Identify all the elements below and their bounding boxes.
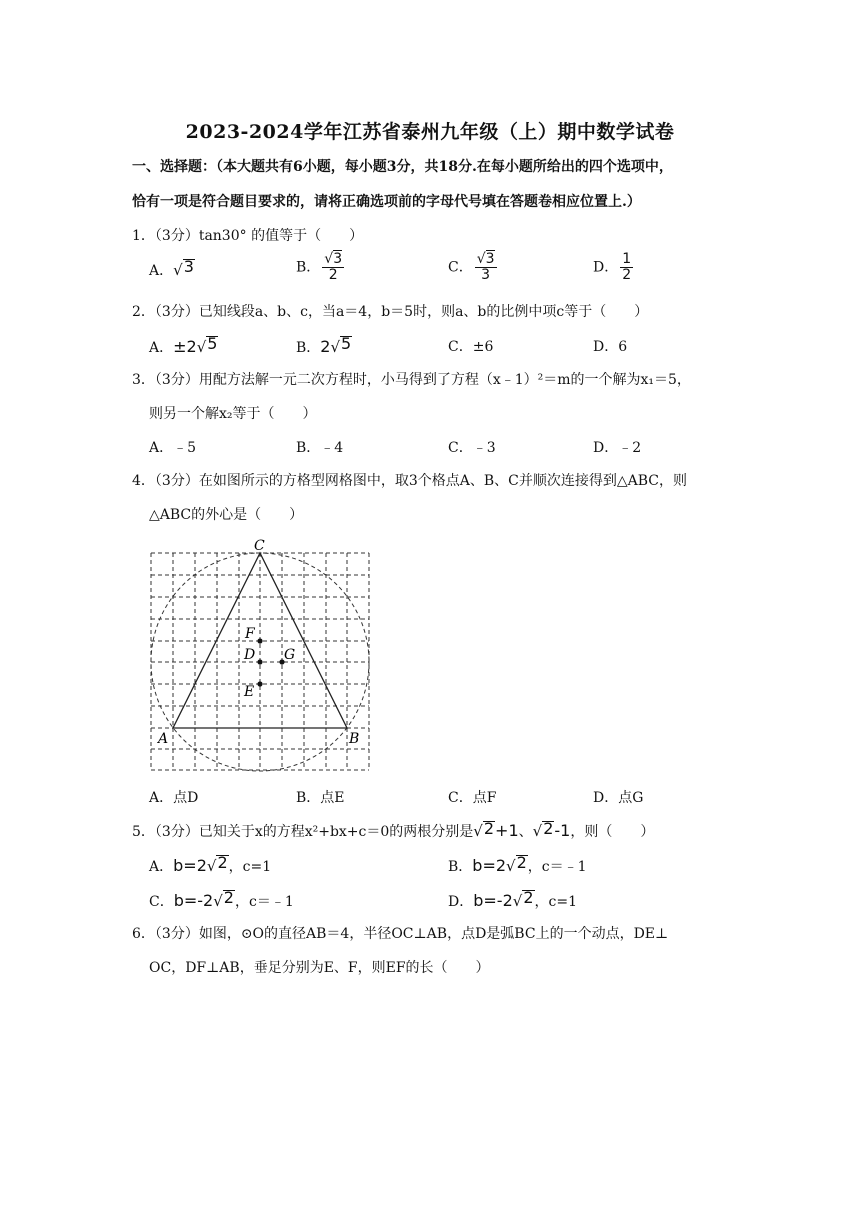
option-label: B． bbox=[296, 340, 321, 356]
q2-option-b bbox=[296, 336, 352, 359]
b-value: b=-2 bbox=[173, 891, 214, 910]
question-6-stem-line1: 6．（3分）如图，⊙O的直径AB＝4，半径OC⊥AB，点D是弧BC上的一个动点，DE⊥ bbox=[132, 926, 669, 942]
q5-option-b bbox=[448, 855, 587, 878]
sqrt-expression: √ 2 bbox=[206, 853, 228, 875]
question-5-stem bbox=[132, 821, 654, 842]
c-value: ，c＝﹣1 bbox=[234, 894, 294, 910]
radicand: 2 bbox=[516, 853, 527, 872]
root-tail: -1 bbox=[554, 821, 571, 840]
numerator: 3 bbox=[333, 251, 343, 267]
fraction bbox=[620, 252, 633, 283]
option-label: A． bbox=[149, 263, 174, 279]
c-value: ，c＝﹣1 bbox=[527, 859, 587, 875]
q4-option-b: B．点E bbox=[296, 790, 345, 806]
question-1-stem: 1．（3分）tan30° 的值等于（ ） bbox=[132, 228, 364, 244]
label-a: A bbox=[158, 731, 169, 747]
sqrt-expression: √ 2 bbox=[473, 819, 495, 840]
q3-option-b: B．﹣4 bbox=[296, 440, 344, 456]
q2-option-d: D．6 bbox=[593, 339, 628, 355]
question-2-stem: 2．（3分）已知线段a、b、c，当a＝4，b＝5时，则a、b的比例中项c等于（ ） bbox=[132, 304, 649, 320]
label-c: C bbox=[254, 538, 265, 554]
point-f-dot bbox=[257, 638, 262, 643]
sqrt-expression: √ 5 bbox=[330, 334, 352, 356]
q3-option-d: D．﹣2 bbox=[593, 440, 642, 456]
b-value: b=2 bbox=[173, 856, 207, 875]
q4-option-c: C．点F bbox=[448, 790, 497, 806]
radicand: 2 bbox=[543, 819, 554, 838]
point-e-dot bbox=[257, 681, 262, 686]
q2-option-a bbox=[149, 336, 218, 359]
option-label: D． bbox=[593, 259, 619, 276]
q1-option-d bbox=[593, 252, 633, 283]
sqrt-expression: √ 2 bbox=[213, 888, 234, 910]
coefficient: 2 bbox=[320, 337, 331, 356]
q5-option-c bbox=[149, 890, 294, 913]
c-value: ，c=1 bbox=[534, 894, 577, 910]
radicand: 3 bbox=[183, 257, 194, 276]
fraction: $\frac{√3}{2}$ bbox=[324, 251, 343, 283]
numerator: 3 bbox=[485, 251, 495, 267]
radicand: 2 bbox=[223, 888, 234, 907]
denominator: 2 bbox=[328, 267, 338, 283]
option-label: B． bbox=[296, 259, 321, 276]
section-instructions-line1: 一、选择题：（本大题共有6小题，每小题3分，共18分.在每小题所给出的四个选项中， bbox=[132, 159, 673, 175]
sqrt-expression: √ 2 bbox=[506, 853, 527, 875]
sqrt-expression: √ 2 bbox=[532, 819, 554, 840]
q5-option-d bbox=[448, 890, 577, 913]
q3-option-c: C．﹣3 bbox=[448, 440, 496, 456]
denominator: 3 bbox=[481, 267, 491, 283]
coefficient: ±2 bbox=[173, 337, 197, 356]
option-label: B． bbox=[448, 859, 473, 875]
radicand: 2 bbox=[523, 888, 534, 907]
q1-option-c bbox=[448, 252, 497, 283]
question-3-stem-line2: 则另一个解x₂等于（ ） bbox=[149, 406, 317, 422]
q2-option-c: C．±6 bbox=[448, 339, 494, 355]
b-value: b=2 bbox=[472, 856, 507, 875]
numerator: 1 bbox=[622, 251, 632, 267]
section-instructions-line2: 恰有一项是符合题目要求的，请将正确选项前的字母代号填在答题卷相应位置上.） bbox=[132, 194, 641, 210]
question-6-stem-line2: OC，DF⊥AB，垂足分别为E、F，则EF的长（ ） bbox=[149, 960, 490, 976]
option-label: A． bbox=[149, 340, 174, 356]
radicand: 2 bbox=[217, 853, 228, 872]
q3-option-a: A．﹣5 bbox=[149, 440, 197, 456]
denominator: 2 bbox=[622, 267, 632, 283]
option-label: A． bbox=[149, 859, 174, 875]
option-label: C． bbox=[448, 259, 473, 276]
label-e: E bbox=[244, 684, 255, 700]
c-value: ，c=1 bbox=[228, 859, 272, 875]
option-label: D． bbox=[448, 894, 474, 910]
radicand: 5 bbox=[341, 334, 352, 353]
q5-option-a bbox=[149, 855, 271, 878]
sqrt-expression: √ 5 bbox=[196, 334, 218, 356]
option-label: C． bbox=[149, 894, 174, 910]
root-tail: +1 bbox=[495, 821, 519, 840]
question-4-stem-line2: △ABC的外心是（ ） bbox=[149, 507, 304, 523]
label-g: G bbox=[284, 647, 296, 663]
label-d: D bbox=[244, 647, 256, 663]
b-value: b=-2 bbox=[473, 891, 513, 910]
question-4-stem-line1: 4．（3分）在如图所示的方格型网格图中，取3个格点A、B、C并顺次连接得到△ABC，则 bbox=[132, 473, 687, 489]
sqrt-expression: √ 3 bbox=[173, 257, 194, 279]
stem-text: 5．（3分）已知关于x的方程x²+bx+c＝0的两根分别是 bbox=[132, 824, 474, 840]
point-d-dot bbox=[257, 659, 262, 664]
q1-option-b bbox=[296, 252, 344, 283]
q4-option-a: A．点D bbox=[149, 790, 199, 806]
q4-option-d: D．点G bbox=[593, 790, 644, 806]
sqrt-expression: √ 2 bbox=[512, 888, 534, 910]
label-f: F bbox=[245, 626, 255, 642]
radicand: 2 bbox=[483, 819, 495, 838]
radicand: 5 bbox=[207, 334, 218, 353]
separator: 、 bbox=[518, 824, 533, 840]
page-title: 2023-2024学年江苏省泰州九年级（上）期中数学试卷 bbox=[185, 121, 675, 143]
grid-triangle-figure bbox=[140, 535, 380, 780]
q1-option-a bbox=[149, 259, 195, 282]
fraction: $\frac{√3}{3}$ bbox=[476, 251, 495, 283]
stem-text: ，则（ ） bbox=[570, 824, 655, 840]
question-3-stem-line1: 3．（3分）用配方法解一元二次方程时，小马得到了方程（x﹣1）²＝m的一个解为x₁＝5， bbox=[132, 372, 691, 388]
label-b: B bbox=[349, 731, 360, 747]
